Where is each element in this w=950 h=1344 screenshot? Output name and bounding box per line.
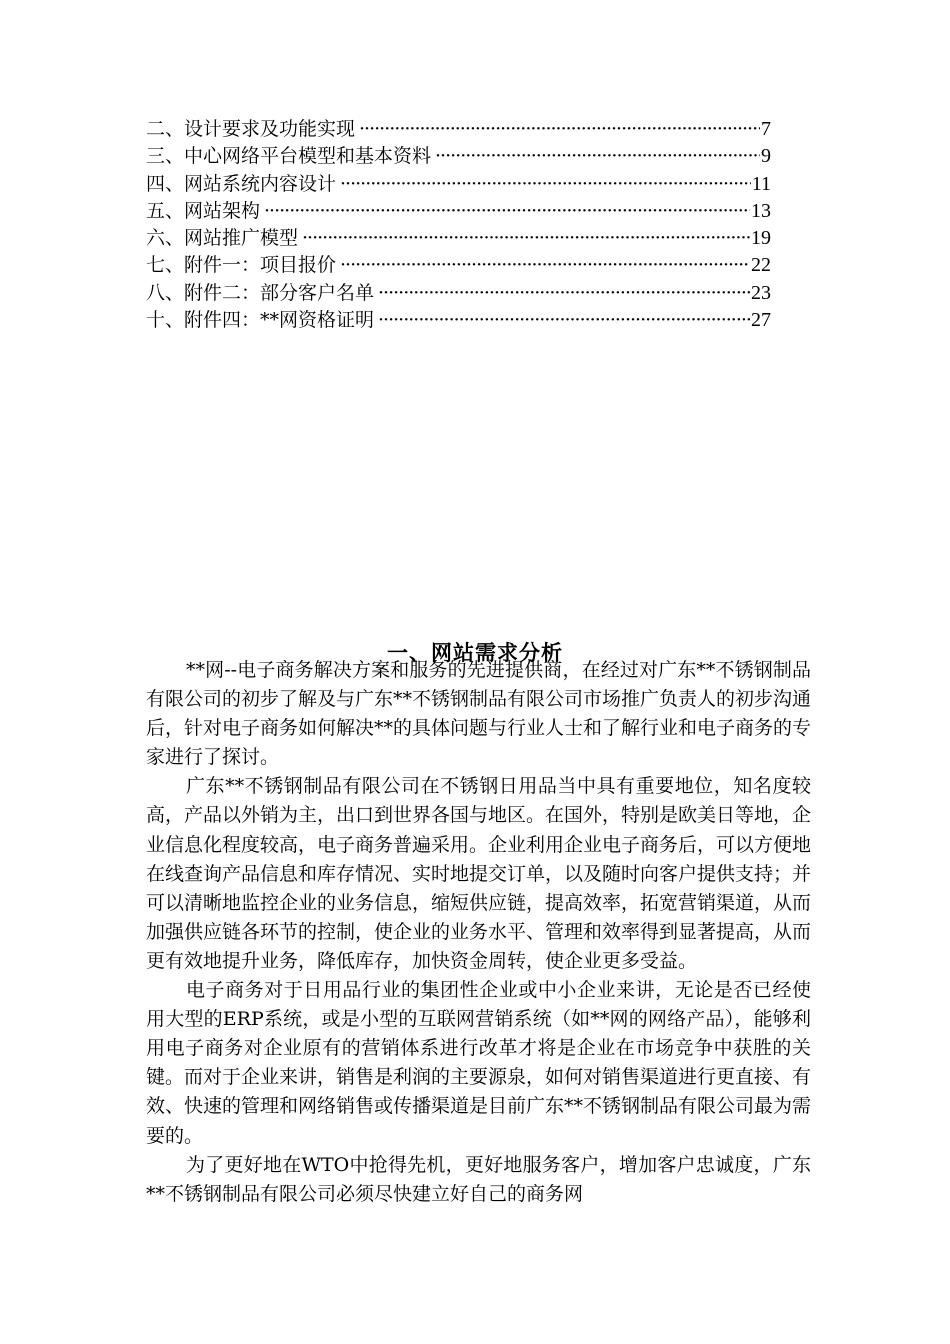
toc-entry-page: 22	[751, 254, 771, 277]
body-paragraph: 电子商务对于日用品行业的集团性企业或中小企业来讲，无论是否已经使用大型的ERP系统，或是小型的互联网营销系统（如**网的网络产品），能够利用电子商务对企业原有的营销体系进行改革才将是企业在市场竞争中获胜的关键。而对于企业来讲，销售是利润的主要源泉，如何对销售渠道进行更直接、有效、快速的管理和网络销售或传播渠道是目前广东**不锈钢制品有限公司最为需要的。	[146, 979, 812, 1147]
table-of-contents	[146, 116, 771, 334]
toc-entry[interactable]	[146, 280, 771, 307]
toc-entry[interactable]	[146, 225, 771, 252]
toc-dot-leader	[355, 116, 760, 143]
toc-entry-page: 19	[751, 227, 771, 250]
toc-dot-leader	[260, 198, 750, 225]
section-body	[146, 656, 811, 1209]
toc-entry-page: 13	[751, 199, 771, 222]
toc-entry-title: 四、网站系统内容设计	[146, 172, 337, 195]
toc-dot-leader	[298, 225, 750, 252]
body-paragraph: **网--电子商务解决方案和服务的先进提供商，在经过对广东**不锈钢制品有限公司的初步了解及与广东**不锈钢制品有限公司市场推广负责人的初步沟通后，针对电子商务如何解决**的具体问题与行业人士和了解行业和电子商务的专家进行了探讨。	[146, 659, 812, 769]
toc-entry[interactable]	[146, 143, 771, 170]
toc-entry-title: 二、设计要求及功能实现	[146, 118, 356, 140]
section-heading: 一、网站需求分析	[387, 640, 563, 666]
toc-dot-leader	[431, 143, 760, 170]
toc-entry[interactable]	[146, 307, 771, 334]
toc-entry-title: 十、附件四：**网资格证明	[146, 309, 375, 332]
body-paragraph: 为了更好地在WTO中抢得先机，更好地服务客户，增加客户忠诚度，广东**不锈钢制品有限公司必须尽快建立好自己的商务网	[146, 1153, 811, 1205]
toc-entry[interactable]	[146, 171, 771, 198]
toc-entry-page: 9	[761, 145, 771, 168]
toc-entry-page: 11	[751, 172, 771, 195]
toc-entry-title: 八、附件二：部分客户名单	[146, 281, 375, 304]
toc-dot-leader	[336, 171, 751, 198]
toc-entry-title: 七、附件一：项目报价	[146, 254, 337, 277]
toc-entry-page: 23	[751, 281, 771, 304]
body-paragraph: 广东**不锈钢制品有限公司在不锈钢日用品当中具有重要地位，知名度较高，产品以外销为主，出口到世界各国与地区。在国外，特别是欧美日等地，企业信息化程度较高，电子商务普遍采用。企业利用企业电子商务后，可以方便地在线查询产品信息和库存情况、实时地提交订单，以及随时向客户提供支持；并可以清晰地监控企业的业务信息，缩短供应链，提高效率，拓宽营销渠道，从而加强供应链各环节的控制，使企业的业务水平、管理和效率得到显著提高，从而更有效地提升业务，降低库存，加快资金周转，使企业更多受益。	[146, 775, 812, 972]
toc-entry-title: 六、网站推广模型	[146, 227, 299, 250]
toc-entry-title: 五、网站架构	[146, 199, 261, 222]
toc-dot-leader	[336, 252, 750, 279]
toc-entry-title: 三、中心网络平台模型和基本资料	[146, 145, 432, 168]
toc-entry-page: 27	[751, 309, 771, 332]
toc-entry[interactable]	[146, 198, 771, 225]
toc-entry[interactable]	[146, 252, 771, 279]
toc-dot-leader	[374, 280, 750, 307]
toc-dot-leader	[374, 307, 750, 334]
toc-entry-page: 7	[761, 118, 771, 140]
toc-entry[interactable]	[146, 116, 771, 143]
